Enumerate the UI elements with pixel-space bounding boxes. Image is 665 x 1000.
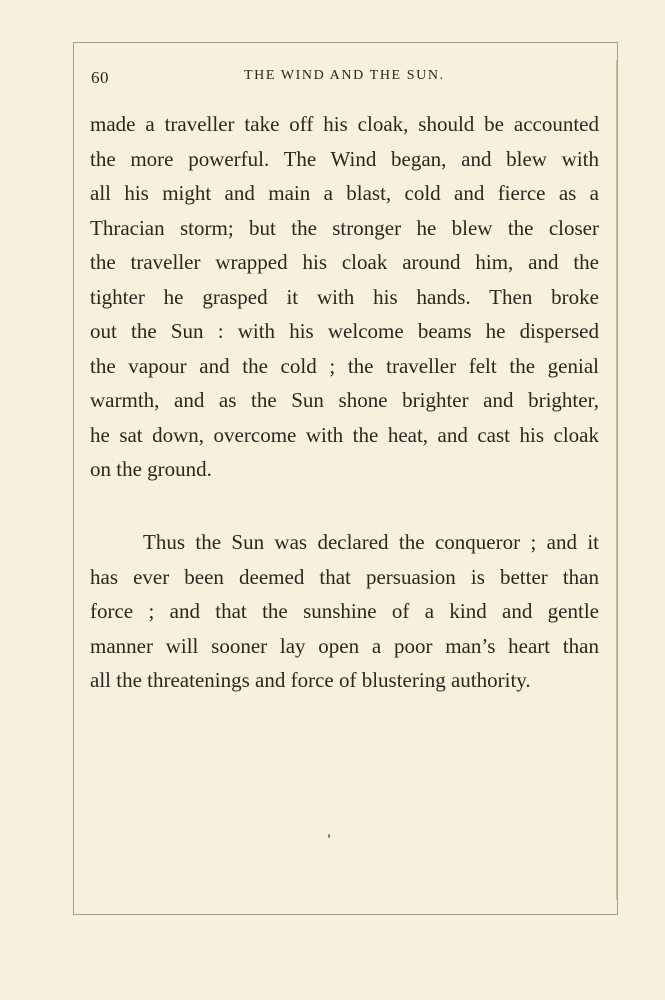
text-line: force ; and that the sunshine of a kind and gentle <box>90 599 599 623</box>
text-line: the vapour and the cold ; the traveller felt the genial <box>90 353 599 378</box>
text-line: tighter he grasped it with his hands. Then broke <box>90 284 599 309</box>
paragraph <box>90 525 599 698</box>
text-line: Thus the Sun was declared the conqueror ; and it <box>143 530 599 554</box>
text-line: warmth, and as the Sun shone brighter and brighter, <box>90 388 599 412</box>
running-title: THE WIND AND THE SUN. <box>244 68 445 83</box>
paper-speck <box>328 834 330 838</box>
text-line: has ever been deemed that persuasion is better than <box>90 564 599 589</box>
text-line: the more powerful. The Wind began, and blew with <box>90 146 599 171</box>
frame-edge <box>616 60 617 900</box>
text-line: Thracian storm; but the stronger he blew the closer <box>90 215 599 240</box>
text-line: made a traveller take off his cloak, should be accounted <box>90 112 599 136</box>
text-line: all his might and main a blast, cold and fierce as a <box>90 181 599 205</box>
text-line: on the ground. <box>90 457 212 481</box>
paragraph <box>90 107 599 487</box>
text-line: manner will sooner lay open a poor man’s heart than <box>90 633 599 658</box>
text-line: all the threatenings and force of blustering authority. <box>90 668 531 692</box>
text-line: the traveller wrapped his cloak around him, and the <box>90 250 599 274</box>
page-number: 60 <box>91 68 109 87</box>
text-line: out the Sun : with his welcome beams he dispersed <box>90 319 599 343</box>
text-line: he sat down, overcome with the heat, and cast his cloak <box>90 422 599 447</box>
